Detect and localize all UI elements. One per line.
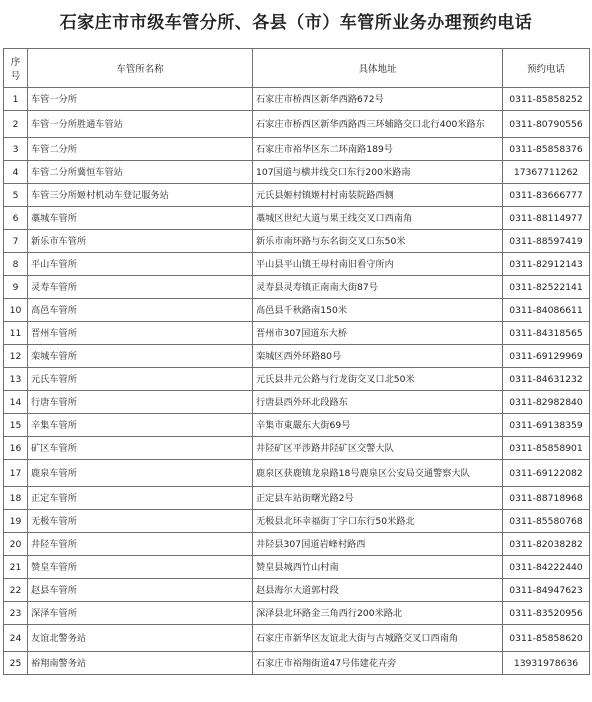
row-name: 裕翔南警务站	[28, 652, 253, 675]
row-address: 107国道与横井线交口东行200米路南	[253, 161, 503, 184]
row-index: 13	[4, 368, 28, 391]
table-row	[4, 391, 590, 414]
row-index: 7	[4, 230, 28, 253]
row-phone: 0311-82912143	[503, 253, 590, 276]
table-row	[4, 299, 590, 322]
row-phone: 0311-84631232	[503, 368, 590, 391]
row-index: 24	[4, 625, 28, 652]
row-index: 2	[4, 111, 28, 138]
row-index: 4	[4, 161, 28, 184]
row-name: 车管一分所	[28, 88, 253, 111]
row-phone: 17367711262	[503, 161, 590, 184]
header-name: 车管所名称	[28, 49, 253, 88]
row-phone: 0311-85858901	[503, 437, 590, 460]
row-index: 15	[4, 414, 28, 437]
row-name: 栾城车管所	[28, 345, 253, 368]
table-row	[4, 487, 590, 510]
row-name: 深泽车管所	[28, 602, 253, 625]
table-row	[4, 652, 590, 675]
table-row	[4, 602, 590, 625]
table-row	[4, 207, 590, 230]
table-row	[4, 368, 590, 391]
row-address: 晋州市307国道东大桥	[253, 322, 503, 345]
row-phone: 0311-69122082	[503, 460, 590, 487]
row-address: 井陉县307国道岩峰村路西	[253, 533, 503, 556]
row-index: 12	[4, 345, 28, 368]
row-phone: 0311-69138359	[503, 414, 590, 437]
row-phone: 13931978636	[503, 652, 590, 675]
row-address: 辛集市東嚴东大街69号	[253, 414, 503, 437]
row-name: 鹿泉车管所	[28, 460, 253, 487]
row-index: 5	[4, 184, 28, 207]
row-phone: 0311-85580768	[503, 510, 590, 533]
row-name: 赞皇车管所	[28, 556, 253, 579]
row-name: 行唐车管所	[28, 391, 253, 414]
row-phone: 0311-85858252	[503, 88, 590, 111]
row-address: 鹿泉区获鹿镇龙泉路18号鹿泉区公安局交通警察大队	[253, 460, 503, 487]
row-address: 新乐市南环路与东名街交叉口东50米	[253, 230, 503, 253]
table-row	[4, 414, 590, 437]
row-phone: 0311-88114977	[503, 207, 590, 230]
row-name: 友谊北警务站	[28, 625, 253, 652]
header-index: 序号	[4, 49, 28, 88]
row-name: 赵县车管所	[28, 579, 253, 602]
row-index: 22	[4, 579, 28, 602]
row-address: 正定县车站街曙光路2号	[253, 487, 503, 510]
row-phone: 0311-88718968	[503, 487, 590, 510]
page-title: 石家庄市市级车管分所、各县（市）车管所业务办理预约电话	[59, 13, 533, 33]
row-address: 赞皇县城西竹山村南	[253, 556, 503, 579]
header-address: 具体地址	[253, 49, 503, 88]
row-index: 20	[4, 533, 28, 556]
row-phone: 0311-69129969	[503, 345, 590, 368]
row-address: 栾城区西外环路80号	[253, 345, 503, 368]
table-row	[4, 88, 590, 111]
row-index: 23	[4, 602, 28, 625]
row-address: 石家庄市桥西区新华西路672号	[253, 88, 503, 111]
row-name: 平山车管所	[28, 253, 253, 276]
row-phone: 0311-82522141	[503, 276, 590, 299]
row-index: 8	[4, 253, 28, 276]
row-address: 石家庄市新华区友谊北大街与古城路交叉口西南角	[253, 625, 503, 652]
table-row	[4, 625, 590, 652]
appointment-phone-table	[3, 48, 590, 675]
row-address: 无极县北环幸福街丁字口东行50米路北	[253, 510, 503, 533]
row-index: 9	[4, 276, 28, 299]
row-name: 车管二分所	[28, 138, 253, 161]
row-index: 25	[4, 652, 28, 675]
row-index: 21	[4, 556, 28, 579]
row-name: 藁城车管所	[28, 207, 253, 230]
table-row	[4, 460, 590, 487]
row-index: 10	[4, 299, 28, 322]
row-index: 1	[4, 88, 28, 111]
table-row	[4, 579, 590, 602]
table-row	[4, 510, 590, 533]
row-address: 平山县平山镇王母村南旧看守所内	[253, 253, 503, 276]
row-phone: 0311-84947623	[503, 579, 590, 602]
row-index: 18	[4, 487, 28, 510]
row-name: 无极车管所	[28, 510, 253, 533]
row-name: 元氏车管所	[28, 368, 253, 391]
row-address: 高邑县千秋路南150米	[253, 299, 503, 322]
row-index: 19	[4, 510, 28, 533]
row-name: 井陉车管所	[28, 533, 253, 556]
row-address: 深泽县北环路金三角西行200米路北	[253, 602, 503, 625]
row-address: 行唐县西外环北段路东	[253, 391, 503, 414]
row-address: 赵县海尔大道郭村段	[253, 579, 503, 602]
row-address: 元氏县姬村镇姬村村南装院路西侧	[253, 184, 503, 207]
table-row	[4, 230, 590, 253]
header-phone: 预约电话	[503, 49, 590, 88]
row-phone: 0311-84086611	[503, 299, 590, 322]
table-row	[4, 253, 590, 276]
row-index: 17	[4, 460, 28, 487]
table-row	[4, 437, 590, 460]
row-name: 车管一分所胜通车管站	[28, 111, 253, 138]
row-index: 6	[4, 207, 28, 230]
row-address: 石家庄市裕华区东二环南路189号	[253, 138, 503, 161]
row-phone: 0311-82982840	[503, 391, 590, 414]
table-row	[4, 161, 590, 184]
row-phone: 0311-85858620	[503, 625, 590, 652]
table-header-row	[4, 49, 590, 88]
row-address: 井陉矿区平涉路井陉矿区交警大队	[253, 437, 503, 460]
row-name: 车管二分所冀恒车管站	[28, 161, 253, 184]
row-address: 石家庄市裕翔街道47号伟建花卉旁	[253, 652, 503, 675]
row-address: 灵寿县灵寿镇正南南大街87号	[253, 276, 503, 299]
row-name: 车管三分所姬村机动车登记服务站	[28, 184, 253, 207]
table-row	[4, 345, 590, 368]
table-row	[4, 111, 590, 138]
row-name: 矿区车管所	[28, 437, 253, 460]
table-row	[4, 322, 590, 345]
table-row	[4, 276, 590, 299]
row-phone: 0311-83666777	[503, 184, 590, 207]
row-phone: 0311-82038282	[503, 533, 590, 556]
table-row	[4, 184, 590, 207]
row-address: 石家庄市桥西区新华西路西三环辅路交口北行400米路东	[253, 111, 503, 138]
row-name: 正定车管所	[28, 487, 253, 510]
row-index: 3	[4, 138, 28, 161]
row-index: 11	[4, 322, 28, 345]
row-address: 藁城区世纪大道与果王线交叉口西南角	[253, 207, 503, 230]
table-row	[4, 533, 590, 556]
row-phone: 0311-84222440	[503, 556, 590, 579]
row-address: 元氏县井元公路与行龙街交叉口北50米	[253, 368, 503, 391]
row-phone: 0311-84318565	[503, 322, 590, 345]
row-phone: 0311-88597419	[503, 230, 590, 253]
row-index: 14	[4, 391, 28, 414]
row-index: 16	[4, 437, 28, 460]
row-phone: 0311-80790556	[503, 111, 590, 138]
row-name: 晋州车管所	[28, 322, 253, 345]
table-row	[4, 138, 590, 161]
row-phone: 0311-85858376	[503, 138, 590, 161]
row-name: 辛集车管所	[28, 414, 253, 437]
row-name: 新乐市车管所	[28, 230, 253, 253]
table-row	[4, 556, 590, 579]
row-name: 灵寿车管所	[28, 276, 253, 299]
row-phone: 0311-83520956	[503, 602, 590, 625]
row-name: 高邑车管所	[28, 299, 253, 322]
